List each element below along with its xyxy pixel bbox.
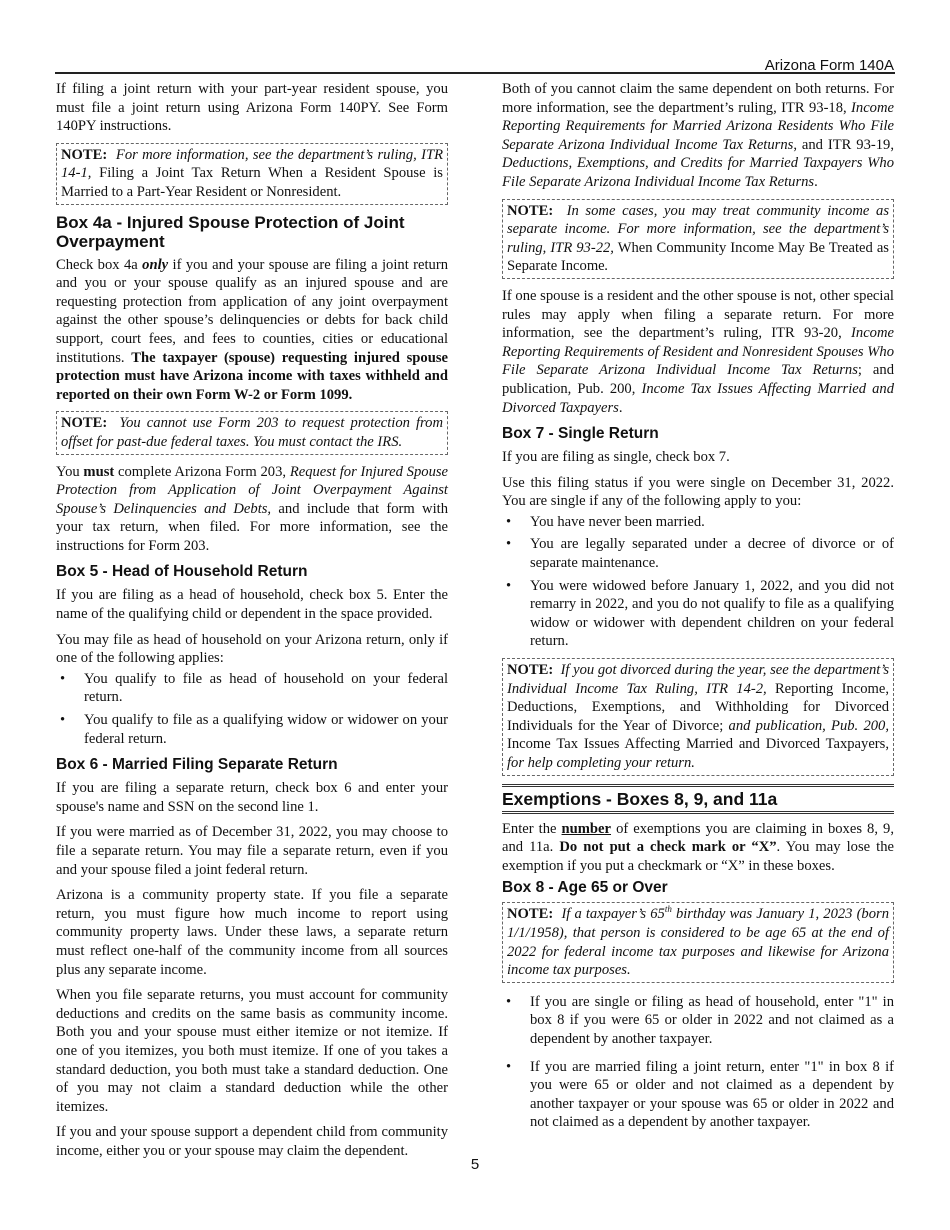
paragraph: Use this filing status if you were single on December 31, 2022. You are single if any of the following apply to you: <box>502 474 894 510</box>
header-rule <box>55 72 895 74</box>
note-text: When Community Income May Be Treated as Separate Income <box>507 239 889 275</box>
note-text: You cannot use Form 203 to request protection from offset for past-due federal taxes. You must contact the IRS. <box>61 415 444 450</box>
list-item: • You have never been married. <box>502 513 894 532</box>
text: , and ITR 93-19, <box>793 136 894 153</box>
note-label: NOTE: <box>507 662 554 679</box>
list-item: • You qualify to file as a qualifying widow or widower on your federal return. <box>56 711 448 748</box>
section-heading-box5: Box 5 - Head of Household Return <box>56 563 308 581</box>
note-box <box>56 143 448 205</box>
section-heading-box4a: Box 4a - Injured Spouse Protection of Joint Overpayment <box>56 212 405 251</box>
left-column <box>56 80 448 1168</box>
list-item: • If you are single or filing as head of household, enter "1" in box 8 if you were 65 or older in 2022 and not claimed as a dependent by another taxpayer. <box>502 993 894 1049</box>
note-text <box>507 906 889 978</box>
note-text: Income Tax Issues Affecting Married and Divorced Taxpayers, <box>507 736 889 753</box>
publication-title: Income Tax Issues Affecting Married and Divorced Taxpayers <box>502 380 894 416</box>
note-text: for help completing your return. <box>507 755 695 771</box>
paragraph <box>502 287 894 417</box>
paragraph: If you are filing as a head of household, check box 5. Enter the name of the qualifying child or dependent in the space provided. <box>56 587 448 623</box>
note-label: NOTE: <box>507 202 554 219</box>
note-text: . <box>604 258 609 275</box>
note-text: and publication, Pub. 200, <box>728 717 889 734</box>
bold-text: Do not put a check mark or “X” <box>559 839 777 856</box>
note-label: NOTE: <box>61 146 108 163</box>
section-heading-box7: Box 7 - Single Return <box>502 425 659 443</box>
text: You <box>56 463 80 480</box>
note-box <box>502 902 894 982</box>
bullet-list <box>502 993 894 1132</box>
section-heading-box6: Box 6 - Married Filing Separate Return <box>56 756 338 774</box>
paragraph: If you were married as of December 31, 2022, you may choose to file a separate return. You may file a separate return, even if you and your spouse filed a joint federal return. <box>56 824 448 878</box>
paragraph: If you and your spouse support a dependent child from community income, either you or your spouse may claim the dependent. <box>56 1124 448 1159</box>
text: and include that form with your tax return, when filed. For more information, see the instructions for Form 203. <box>56 500 448 554</box>
paragraph: If you are filing as single, check box 7. <box>502 449 730 466</box>
note-text: In some cases, you may treat community income as separate income. For more information, see the department’s ruling, ITR 93-22, <box>507 202 890 256</box>
note-label: NOTE: <box>61 415 108 432</box>
list-item: • You qualify to file as head of household on your federal return. <box>56 670 448 707</box>
section-heading-box8: Box 8 - Age 65 or Over <box>502 879 668 897</box>
page-number: 5 <box>470 1156 480 1173</box>
form-title: Arizona Form 140A <box>764 57 894 74</box>
text: . You may lose the exemption if you put a checkmark or “X” in these boxes. <box>502 839 894 874</box>
form-title-italic: Request for Injured Spouse Protection from Application of Joint Overpayment Against Spouse’s Delinquencies and Debts, <box>56 463 449 517</box>
text: If one spouse is a resident and the other spouse is not, other special rules may apply when filing a separate return. For more information, see the department’s ruling, ITR 93-20, <box>502 287 894 342</box>
paragraph <box>56 463 448 556</box>
paragraph: When you file separate returns, you must account for community deductions and credits on the same basis as community income. Both you and your spouse must either itemize or not itemize. If one of you itemizes, you both must itemize. If one of you takes a standard deduction, you both must take a standard deduction. One of you may not claim a standard deduction while the other itemizes. <box>56 987 448 1115</box>
emphasis: only <box>142 256 169 273</box>
text: Check box 4a <box>56 256 138 273</box>
note-text: Filing a Joint Tax Return When a Resident Spouse is Married to a Part-Year Resident or Nonresident. <box>61 165 443 200</box>
note-box <box>502 199 894 279</box>
exemptions-section-header <box>502 784 894 814</box>
bullet-list <box>502 513 894 651</box>
list-item: • You are legally separated under a decree of divorce or of separate maintenance. <box>502 535 894 572</box>
list-item: • If you are married filing a joint return, enter "1" in box 8 if you were 65 or older and not claimed as a dependent by another taxpayer or your spouse was 65 or older in 2022 and not claimed as a dependent by another taxpayer. <box>502 1058 894 1132</box>
bold-text: The taxpayer (spouse) requesting injured spouse protection must have Arizona income with taxes withheld and reported on their own Form W-2 or Form 1099. <box>56 349 448 403</box>
section-heading-exemptions: Exemptions - Boxes 8, 9, and 11a <box>502 788 778 809</box>
underlined-text: number <box>561 820 612 837</box>
note-text: For more information, see the department’s ruling, ITR 14-1, <box>61 146 444 182</box>
ruling-title: Deductions, Exemptions, and Credits for Married Taxpayers Who File Separate Arizona Individual Income Tax Returns <box>502 155 894 190</box>
text: complete Arizona Form 203, <box>117 463 287 480</box>
note-text: If you got divorced during the year, see the department’s Individual Income Tax Ruling, ITR 14-2, <box>507 662 890 697</box>
paragraph <box>56 256 448 405</box>
text: birthday was January 1, 2023 (born 1/1/1958), that person is considered to be age 65 at the end of 2022 for federal income tax purposes and likewise for Arizona income tax purposes. <box>507 906 890 979</box>
paragraph <box>502 80 894 192</box>
paragraph <box>502 820 894 876</box>
text: Enter the <box>502 820 557 837</box>
paragraph: If filing a joint return with your part-year resident spouse, you must file a joint return using Arizona Form 140PY. See Form 140PY instructions. <box>56 81 448 135</box>
bullet-list <box>56 670 448 748</box>
note-box <box>502 658 894 776</box>
list-item: • You were widowed before January 1, 2022, and you did not remarry in 2022, and you do not qualify to file as a qualifying widow or widower with dependent children on your federal return. <box>502 577 894 651</box>
text: . <box>814 173 818 190</box>
note-text: Reporting Income, Deductions, Exemptions, and Withholding for Divorced Individuals for the Year of Divorce; <box>507 680 889 734</box>
paragraph: You may file as head of household on your Arizona return, only if one of the following applies: <box>56 631 448 667</box>
ruling-title: Income Reporting Requirements for Married Arizona Residents Who File Separate Arizona Individual Income Tax Returns <box>502 99 894 153</box>
text: ; and publication, Pub. 200, <box>502 362 894 397</box>
text: Both of you cannot claim the same dependent on both returns. For more information, see the department’s ruling, ITR 93-18, <box>502 81 894 116</box>
right-column <box>502 80 894 1139</box>
note-label: NOTE: <box>507 906 554 923</box>
ruling-title: Income Reporting Requirements of Resident and Nonresident Spouses Who File Separate Arizona Individual Income Tax Returns <box>502 325 894 379</box>
text: if you and your spouse are filing a joint return and you or your spouse qualify as an injured spouse and are requesting protection from application of any joint overpayment against the other spouse’s delinquencies or debts for back child support, court fees, and fees to counties, cities or educational institutions. <box>56 256 448 366</box>
bold-text: must <box>83 463 115 480</box>
paragraph: Arizona is a community property state. If you file a separate return, you must figure how much income to report using community property laws. Under these laws, a separate return must reflect one-half of the community income from all sources plus any separate income. <box>56 887 448 978</box>
paragraph: If you are filing a separate return, check box 6 and enter your spouse's name and SSN on the second line 1. <box>56 780 448 815</box>
text: of exemptions you are claiming in boxes 8, 9, and 11a. <box>502 820 894 856</box>
text: If a taxpayer’s 65 <box>561 906 665 923</box>
text: . <box>618 399 623 416</box>
superscript: th <box>664 904 672 915</box>
note-box <box>56 411 448 454</box>
